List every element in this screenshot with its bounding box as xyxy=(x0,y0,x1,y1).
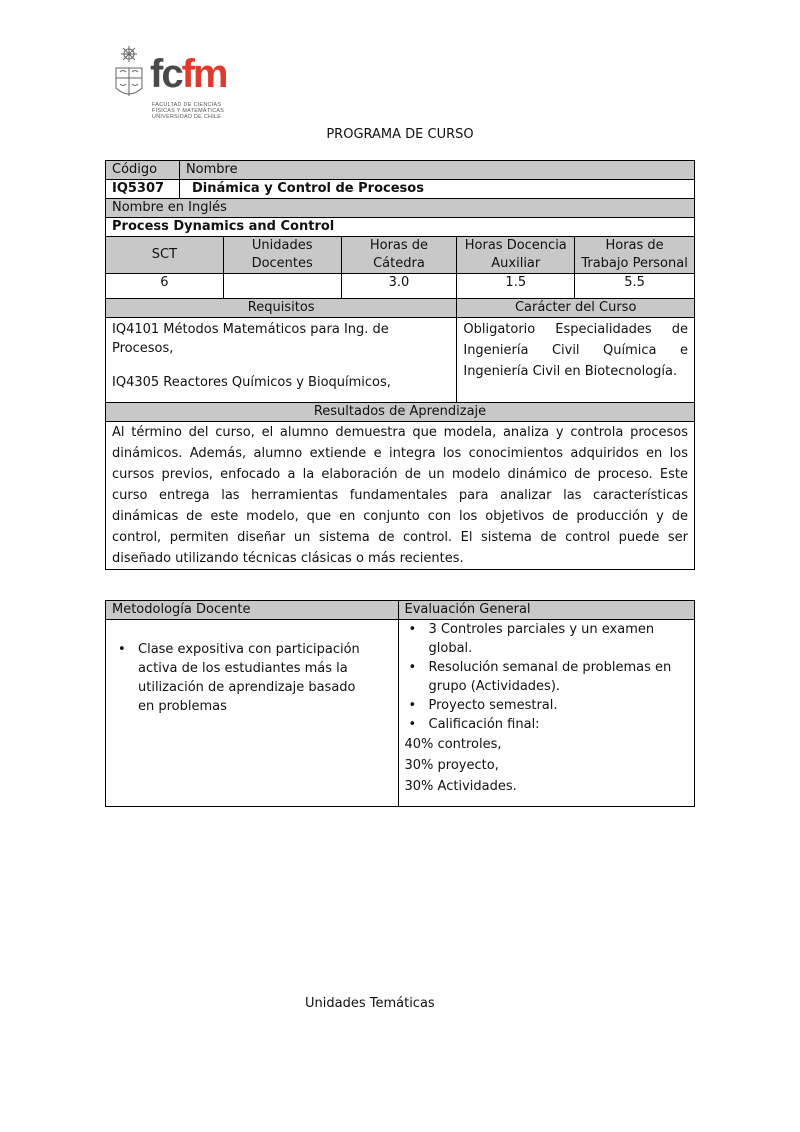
learning-outcomes-text: Al término del curso, el alumno demuestra que modela, analiza y controla procesos dinámicos. Además, alumno extiende e integra los conocimientos adquiridos en los cursos previos, enfocado a la elaboración de un modelo dinámico de proceso. Este curso entrega las herramientas fundamentales para analizar las características dinámicas de este modelo, que en conjunto con los objetivos de producción y de control, permiten diseñar un sistema de control. El sistema de control puede ser diseñado utilizando técnicas clásicas o más recientes. xyxy=(106,422,695,570)
requirements-label: Requisitos xyxy=(106,299,457,318)
methodology-cell xyxy=(106,620,399,807)
evaluation-item: • Proyecto semestral. xyxy=(429,696,688,715)
methodology-label: Metodología Docente xyxy=(106,601,399,620)
course-name: Dinámica y Control de Procesos xyxy=(179,180,694,199)
methodology-list xyxy=(112,640,392,716)
evaluation-item: • 3 Controles parciales y un examen global. xyxy=(429,620,688,658)
hours-header-personal: Horas de Trabajo Personal xyxy=(575,237,695,274)
learning-outcomes-label: Resultados de Aprendizaje xyxy=(106,403,695,422)
code-label: Código xyxy=(106,161,180,180)
requirement-2: IQ4305 Reactores Químicos y Bioquímicos, xyxy=(112,375,391,390)
character-label: Carácter del Curso xyxy=(457,299,695,318)
evaluation-item: • Resolución semanal de problemas en grupo (Actividades). xyxy=(429,658,688,696)
fcfm-wordmark xyxy=(150,52,226,96)
fcfm-logo xyxy=(112,44,242,128)
wordmark-fm: fm xyxy=(181,52,227,96)
evaluation-list xyxy=(405,620,688,734)
english-name: Process Dynamics and Control xyxy=(106,218,695,237)
requirement-1: IQ4101 Métodos Matemáticos para Ing. de Procesos, xyxy=(112,322,389,356)
hours-value-units xyxy=(223,274,341,299)
evaluation-item: • Calificación final: xyxy=(429,715,688,734)
logo-line-1: FACULTAD DE CIENCIAS xyxy=(152,102,222,108)
methodology-evaluation-table xyxy=(105,600,695,807)
requirements-cell xyxy=(106,318,457,403)
page-title: PROGRAMA DE CURSO xyxy=(326,127,474,142)
name-label: Nombre xyxy=(179,161,694,180)
logo-line-2: FÍSICAS Y MATEMÁTICAS xyxy=(152,108,225,114)
grading-line: 40% controles, xyxy=(404,737,502,752)
hours-value-lecture: 3.0 xyxy=(341,274,457,299)
hours-value-personal: 5.5 xyxy=(575,274,695,299)
hours-value-auxiliary: 1.5 xyxy=(457,274,575,299)
course-code: IQ5307 xyxy=(106,180,180,199)
course-character: Obligatorio Especialidades de Ingeniería Civil Química e Ingeniería Civil en Biotecnología. xyxy=(457,318,695,403)
thematic-units-title: Unidades Temáticas xyxy=(305,996,435,1011)
logo-line-3: UNIVERSIDAD DE CHILE xyxy=(152,114,222,120)
grading-line: 30% Actividades. xyxy=(404,779,517,794)
university-seal-icon xyxy=(112,44,146,106)
course-info-table xyxy=(105,160,695,570)
hours-value-sct: 6 xyxy=(106,274,224,299)
evaluation-cell xyxy=(398,620,694,807)
hours-header-sct: SCT xyxy=(106,237,224,274)
grading-line: 30% proyecto, xyxy=(404,758,499,773)
hours-header-units: Unidades Docentes xyxy=(223,237,341,274)
evaluation-label: Evaluación General xyxy=(398,601,694,620)
english-name-label: Nombre en Inglés xyxy=(106,199,695,218)
hours-header-lecture: Horas de Cátedra xyxy=(341,237,457,274)
wordmark-fc: fc xyxy=(150,52,182,96)
hours-header-auxiliary: Horas Docencia Auxiliar xyxy=(457,237,575,274)
methodology-item: • Clase expositiva con participación activa de los estudiantes más la utilización de aprendizaje basado en problemas xyxy=(138,640,374,716)
